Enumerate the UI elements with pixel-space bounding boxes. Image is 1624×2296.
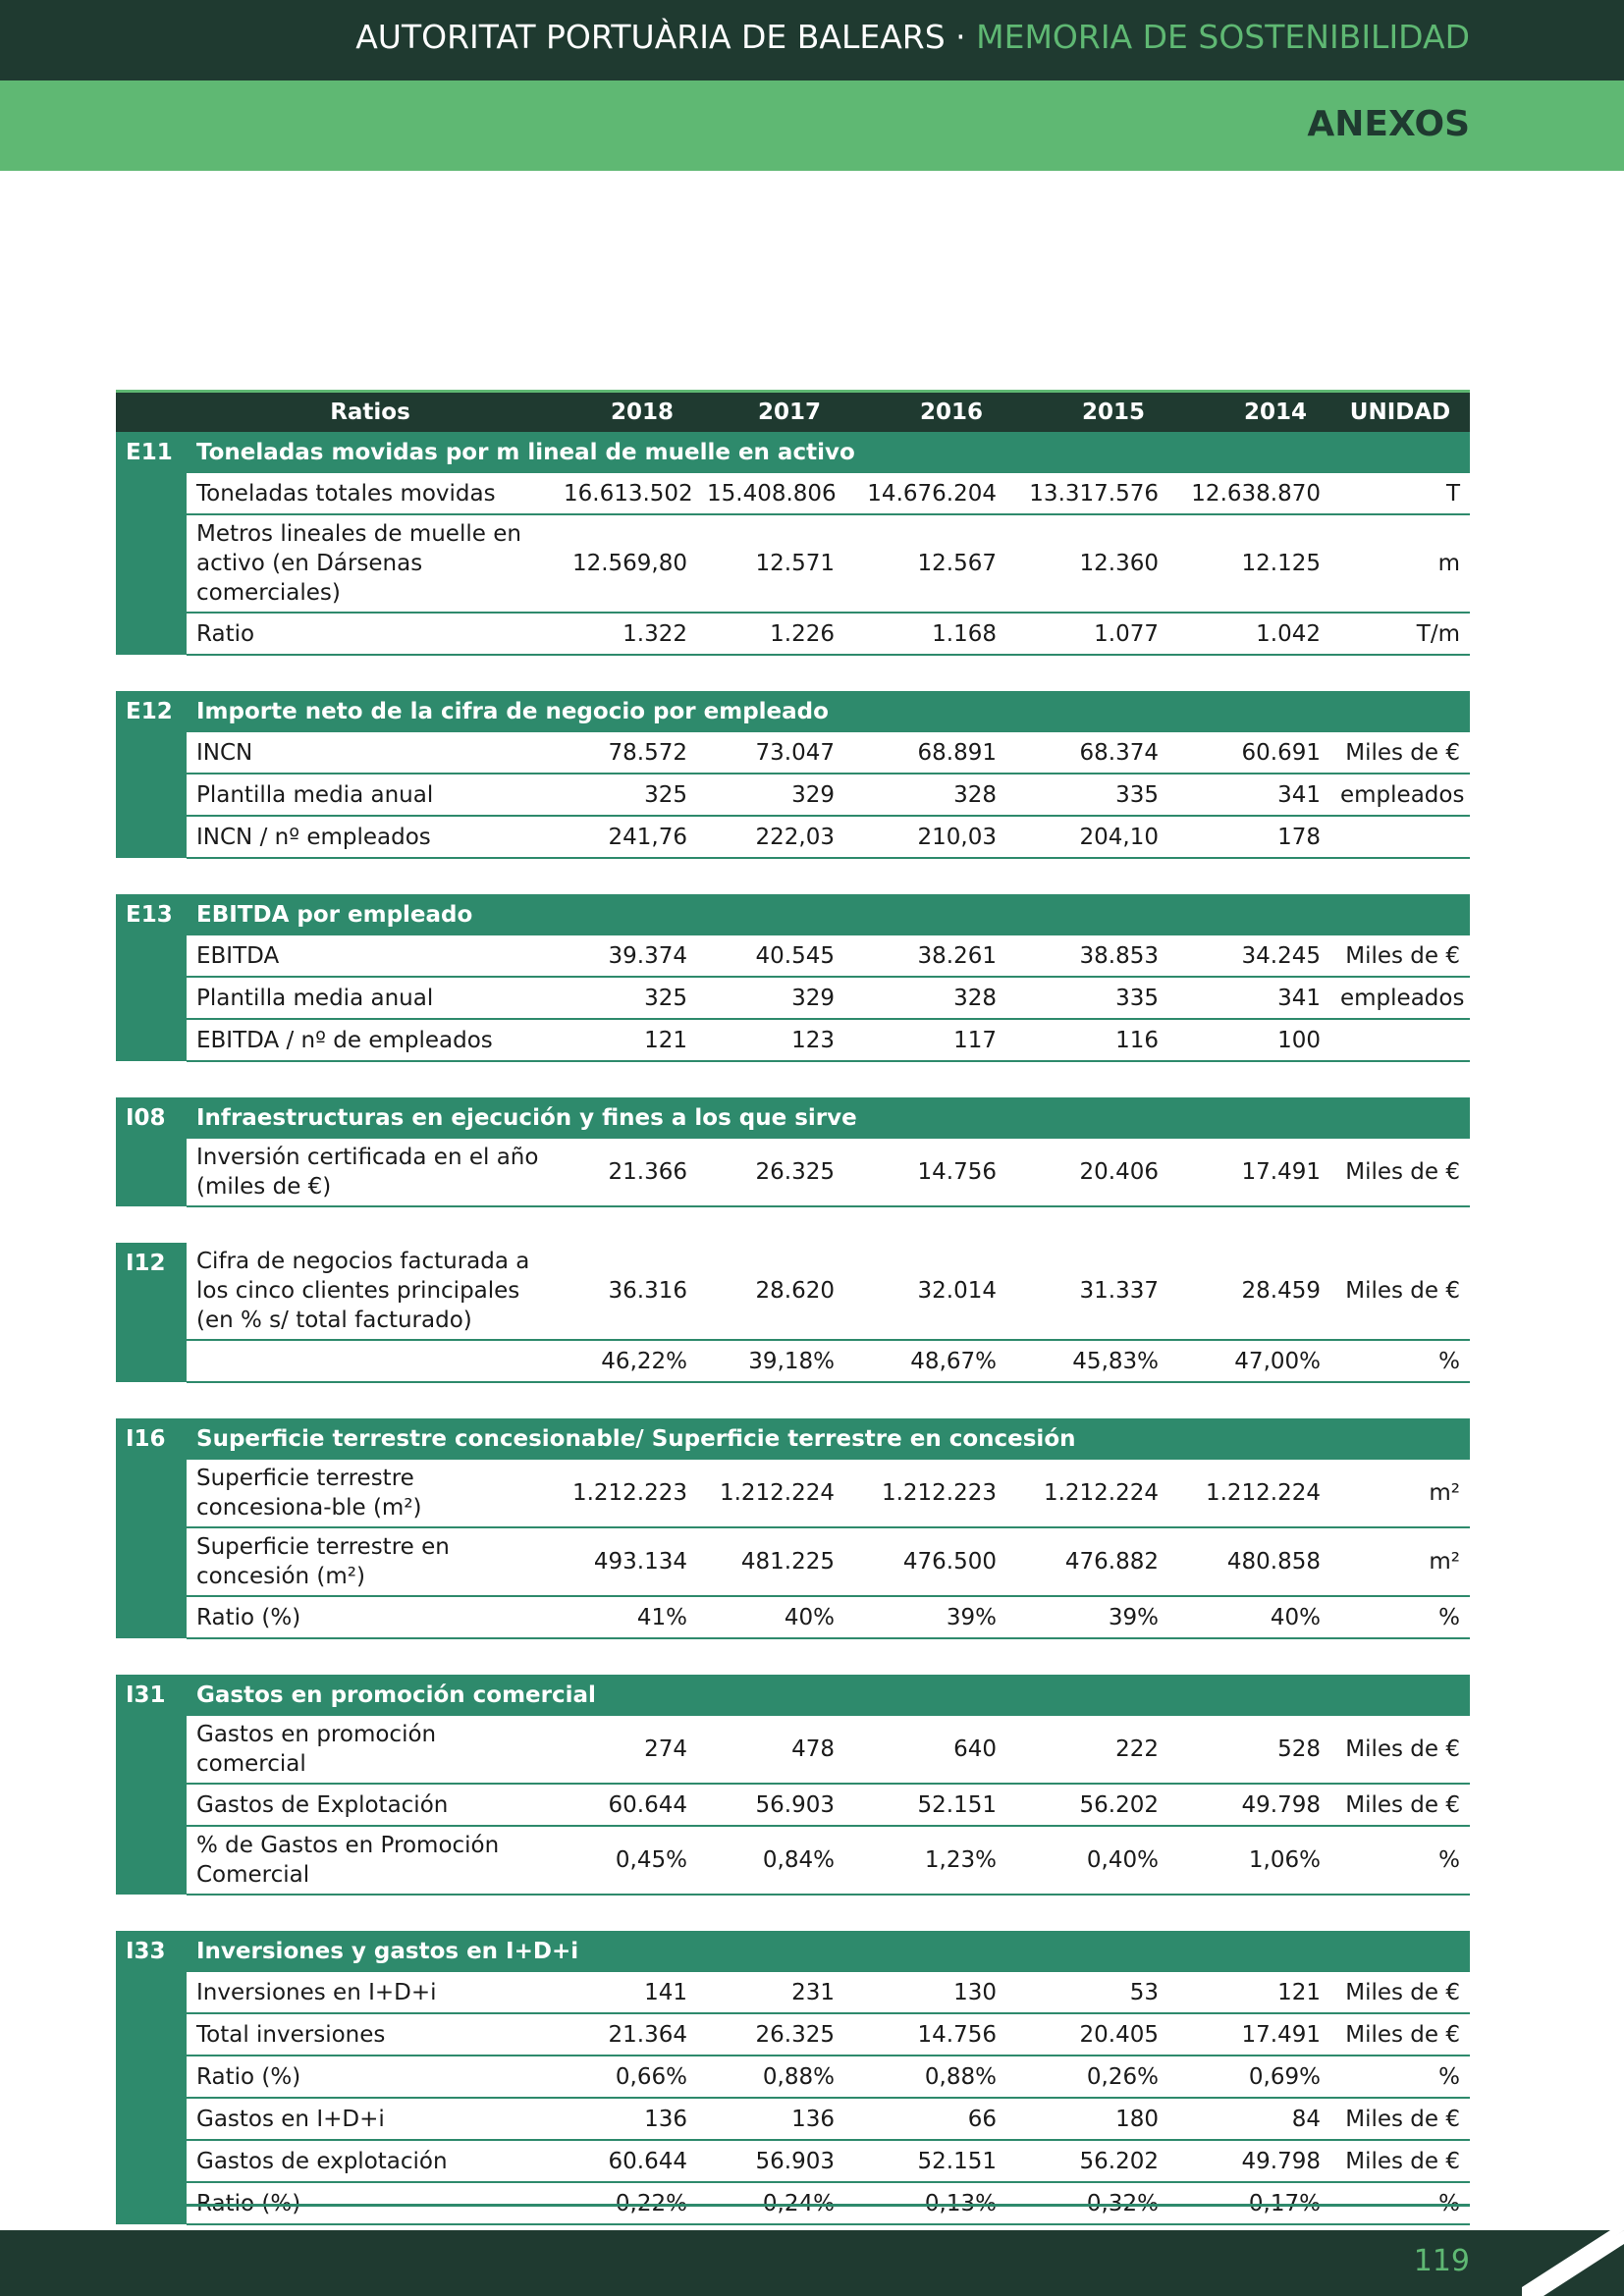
value-2015: 68.374 (1006, 732, 1168, 774)
value-2015: 20.406 (1006, 1139, 1168, 1206)
value-2018: 274 (554, 1716, 697, 1784)
group-code: I33 (116, 1931, 187, 2224)
value-2016: 328 (844, 977, 1006, 1019)
row-unit: Miles de € (1330, 1139, 1470, 1206)
group-spacer (116, 858, 1470, 894)
value-2017: 56.903 (697, 1784, 844, 1826)
value-2016: 39% (844, 1596, 1006, 1638)
header-2018: 2018 (554, 392, 697, 433)
group-title: Toneladas movidas por m lineal de muelle en activo (187, 432, 1470, 473)
document-title-accent: MEMORIA DE SOSTENIBILIDAD (976, 18, 1470, 56)
table-row (116, 1527, 1470, 1596)
value-2014: 341 (1168, 774, 1330, 816)
value-2015: 31.337 (1006, 1243, 1168, 1340)
group-title-row (116, 1675, 1470, 1716)
header-2016: 2016 (844, 392, 1006, 433)
value-2017: 56.903 (697, 2140, 844, 2182)
value-2016: 66 (844, 2098, 1006, 2140)
value-2015: 476.882 (1006, 1527, 1168, 1596)
group-title-row (116, 1931, 1470, 1972)
table-row (116, 514, 1470, 613)
bottom-divider (116, 2204, 1470, 2207)
value-2017: 40.545 (697, 935, 844, 977)
value-2014: 100 (1168, 1019, 1330, 1061)
row-unit: Miles de € (1330, 2098, 1470, 2140)
row-label: Gastos de explotación (187, 2140, 554, 2182)
value-2014: 49.798 (1168, 1784, 1330, 1826)
value-2015: 222 (1006, 1716, 1168, 1784)
value-2015: 56.202 (1006, 2140, 1168, 2182)
value-2017: 26.325 (697, 1139, 844, 1206)
ratios-table (116, 390, 1470, 2225)
value-2018: 325 (554, 977, 697, 1019)
table-row (116, 1243, 1470, 1340)
value-2014: 84 (1168, 2098, 1330, 2140)
value-2017: 123 (697, 1019, 844, 1061)
value-2015: 180 (1006, 2098, 1168, 2140)
value-2014: 17.491 (1168, 2013, 1330, 2056)
value-2017: 329 (697, 774, 844, 816)
spacer-cell (116, 1638, 1470, 1675)
group-spacer (116, 1895, 1470, 1931)
row-unit: T (1330, 473, 1470, 514)
spacer-cell (116, 1382, 1470, 1418)
value-2014: 40% (1168, 1596, 1330, 1638)
value-2015: 12.360 (1006, 514, 1168, 613)
value-2018: 39.374 (554, 935, 697, 977)
table-row (116, 1826, 1470, 1895)
footer-band (0, 2230, 1624, 2296)
value-2016: 32.014 (844, 1243, 1006, 1340)
table-row (116, 935, 1470, 977)
value-2014: 49.798 (1168, 2140, 1330, 2182)
row-unit: % (1330, 2056, 1470, 2098)
table-row (116, 613, 1470, 655)
value-2014: 178 (1168, 816, 1330, 858)
row-unit: m² (1330, 1527, 1470, 1596)
value-2017: 40% (697, 1596, 844, 1638)
value-2014: 0,69% (1168, 2056, 1330, 2098)
table-row (116, 2140, 1470, 2182)
value-2018: 78.572 (554, 732, 697, 774)
row-label: Gastos en I+D+i (187, 2098, 554, 2140)
table-row (116, 1784, 1470, 1826)
value-2018: 325 (554, 774, 697, 816)
value-2015: 335 (1006, 977, 1168, 1019)
value-2016: 14.676.204 (844, 473, 1006, 514)
value-2015: 1.077 (1006, 613, 1168, 655)
value-2015: 38.853 (1006, 935, 1168, 977)
row-label (187, 1340, 554, 1382)
value-2016: 38.261 (844, 935, 1006, 977)
row-unit (1330, 816, 1470, 858)
value-2018: 60.644 (554, 2140, 697, 2182)
row-unit: m (1330, 514, 1470, 613)
value-2014: 47,00% (1168, 1340, 1330, 1382)
group-code: I31 (116, 1675, 187, 1895)
value-2018: 0,45% (554, 1826, 697, 1895)
row-label: Metros lineales de muelle en activo (en Dársenas comerciales) (187, 514, 554, 613)
group-code: E12 (116, 691, 187, 858)
value-2014: 34.245 (1168, 935, 1330, 977)
row-label: INCN / nº empleados (187, 816, 554, 858)
row-label: Plantilla media anual (187, 977, 554, 1019)
value-2017: 222,03 (697, 816, 844, 858)
value-2014: 480.858 (1168, 1527, 1330, 1596)
table-header-row (116, 392, 1470, 433)
value-2014: 12.638.870 (1168, 473, 1330, 514)
group-code: I12 (116, 1243, 187, 1382)
group-title: EBITDA por empleado (187, 894, 1470, 935)
group-title-row (116, 1097, 1470, 1139)
group-code: E13 (116, 894, 187, 1061)
row-unit (1330, 1019, 1470, 1061)
footer-slash-decoration (1522, 2230, 1624, 2296)
value-2018: 1.212.223 (554, 1460, 697, 1527)
value-2018: 41% (554, 1596, 697, 1638)
table-row (116, 1139, 1470, 1206)
spacer-cell (116, 1061, 1470, 1097)
value-2016: 640 (844, 1716, 1006, 1784)
value-2016: 48,67% (844, 1340, 1006, 1382)
row-label: Ratio (187, 613, 554, 655)
value-2016: 52.151 (844, 1784, 1006, 1826)
value-2017: 15.408.806 (697, 473, 844, 514)
row-unit: empleados (1330, 977, 1470, 1019)
value-2014: 528 (1168, 1716, 1330, 1784)
group-code: E11 (116, 432, 187, 655)
value-2016: 328 (844, 774, 1006, 816)
value-2014: 12.125 (1168, 514, 1330, 613)
section-title: ANEXOS (1307, 104, 1470, 144)
value-2017: 12.571 (697, 514, 844, 613)
row-label: Inversión certificada en el año (miles de €) (187, 1139, 554, 1206)
value-2016: 14.756 (844, 2013, 1006, 2056)
value-2017: 136 (697, 2098, 844, 2140)
value-2016: 68.891 (844, 732, 1006, 774)
group-spacer (116, 1382, 1470, 1418)
group-spacer (116, 655, 1470, 691)
row-unit: Miles de € (1330, 1243, 1470, 1340)
value-2018: 21.364 (554, 2013, 697, 2056)
value-2018: 46,22% (554, 1340, 697, 1382)
table-row (116, 2013, 1470, 2056)
value-2014: 1.212.224 (1168, 1460, 1330, 1527)
value-2018: 21.366 (554, 1139, 697, 1206)
value-2015: 116 (1006, 1019, 1168, 1061)
row-label: Superficie terrestre en concesión (m²) (187, 1527, 554, 1596)
value-2017: 26.325 (697, 2013, 844, 2056)
group-title-row (116, 432, 1470, 473)
value-2015: 39% (1006, 1596, 1168, 1638)
value-2014: 60.691 (1168, 732, 1330, 774)
value-2017: 0,84% (697, 1826, 844, 1895)
row-label: EBITDA (187, 935, 554, 977)
table-row (116, 1340, 1470, 1382)
row-label: Total inversiones (187, 2013, 554, 2056)
value-2017: 73.047 (697, 732, 844, 774)
table-row (116, 977, 1470, 1019)
row-unit: % (1330, 1826, 1470, 1895)
value-2017: 28.620 (697, 1243, 844, 1340)
value-2016: 130 (844, 1972, 1006, 2013)
header-ratios: Ratios (187, 392, 554, 433)
row-unit: T/m (1330, 613, 1470, 655)
row-unit: Miles de € (1330, 732, 1470, 774)
row-unit: empleados (1330, 774, 1470, 816)
value-2018: 12.569,80 (554, 514, 697, 613)
header-2014: 2014 (1168, 392, 1330, 433)
row-unit: Miles de € (1330, 1972, 1470, 2013)
header-2017: 2017 (697, 392, 844, 433)
value-2017: 0,88% (697, 2056, 844, 2098)
table-row (116, 816, 1470, 858)
value-2015: 53 (1006, 1972, 1168, 2013)
value-2016: 476.500 (844, 1527, 1006, 1596)
value-2016: 14.756 (844, 1139, 1006, 1206)
value-2018: 141 (554, 1972, 697, 2013)
value-2016: 1.212.223 (844, 1460, 1006, 1527)
row-label: Inversiones en I+D+i (187, 1972, 554, 2013)
group-title: Importe neto de la cifra de negocio por empleado (187, 691, 1470, 732)
value-2016: 117 (844, 1019, 1006, 1061)
spacer-cell (116, 1895, 1470, 1931)
group-code: I08 (116, 1097, 187, 1206)
group-spacer (116, 1638, 1470, 1675)
row-unit: Miles de € (1330, 1784, 1470, 1826)
table-row (116, 774, 1470, 816)
value-2017: 231 (697, 1972, 844, 2013)
value-2017: 478 (697, 1716, 844, 1784)
value-2015: 13.317.576 (1006, 473, 1168, 514)
value-2018: 1.322 (554, 613, 697, 655)
value-2018: 493.134 (554, 1527, 697, 1596)
table-row (116, 732, 1470, 774)
value-2017: 481.225 (697, 1527, 844, 1596)
group-title-row (116, 691, 1470, 732)
value-2018: 60.644 (554, 1784, 697, 1826)
group-title-row (116, 1418, 1470, 1460)
page-number: 119 (1413, 2244, 1470, 2278)
value-2018: 16.613.502 (554, 473, 697, 514)
value-2014: 28.459 (1168, 1243, 1330, 1340)
row-unit: m² (1330, 1460, 1470, 1527)
value-2014: 1.042 (1168, 613, 1330, 655)
row-label: Cifra de negocios facturada a los cinco clientes principales (en % s/ total facturado) (187, 1243, 554, 1340)
group-title: Superficie terrestre concesionable/ Superficie terrestre en concesión (187, 1418, 1470, 1460)
table-row (116, 1596, 1470, 1638)
value-2018: 136 (554, 2098, 697, 2140)
group-spacer (116, 1061, 1470, 1097)
table-row (116, 1460, 1470, 1527)
spacer-cell (116, 858, 1470, 894)
value-2016: 1,23% (844, 1826, 1006, 1895)
header-unidad: UNIDAD (1330, 392, 1470, 433)
value-2017: 1.212.224 (697, 1460, 844, 1527)
value-2015: 56.202 (1006, 1784, 1168, 1826)
value-2017: 39,18% (697, 1340, 844, 1382)
value-2018: 241,76 (554, 816, 697, 858)
group-title: Infraestructuras en ejecución y fines a los que sirve (187, 1097, 1470, 1139)
spacer-cell (116, 1206, 1470, 1243)
row-label: % de Gastos en Promoción Comercial (187, 1826, 554, 1895)
document-title (355, 18, 1470, 56)
value-2017: 329 (697, 977, 844, 1019)
value-2016: 52.151 (844, 2140, 1006, 2182)
row-label: Ratio (%) (187, 2056, 554, 2098)
table-row (116, 2098, 1470, 2140)
value-2015: 45,83% (1006, 1340, 1168, 1382)
value-2015: 20.405 (1006, 2013, 1168, 2056)
value-2017: 1.226 (697, 613, 844, 655)
row-label: EBITDA / nº de empleados (187, 1019, 554, 1061)
value-2016: 210,03 (844, 816, 1006, 858)
value-2015: 0,26% (1006, 2056, 1168, 2098)
group-title: Gastos en promoción comercial (187, 1675, 1470, 1716)
row-unit: Miles de € (1330, 2013, 1470, 2056)
row-label: Toneladas totales movidas (187, 473, 554, 514)
table-row (116, 1716, 1470, 1784)
value-2014: 1,06% (1168, 1826, 1330, 1895)
table-row (116, 1972, 1470, 2013)
table-row (116, 473, 1470, 514)
group-spacer (116, 1206, 1470, 1243)
row-unit: % (1330, 1596, 1470, 1638)
value-2015: 204,10 (1006, 816, 1168, 858)
value-2016: 12.567 (844, 514, 1006, 613)
header-spacer (116, 392, 187, 433)
value-2018: 121 (554, 1019, 697, 1061)
table-body (116, 432, 1470, 2224)
document-title-main: AUTORITAT PORTUÀRIA DE BALEARS · (355, 18, 977, 56)
row-unit: Miles de € (1330, 2140, 1470, 2182)
value-2014: 341 (1168, 977, 1330, 1019)
group-title: Inversiones y gastos en I+D+i (187, 1931, 1470, 1972)
spacer-cell (116, 655, 1470, 691)
value-2018: 36.316 (554, 1243, 697, 1340)
row-label: Gastos de Explotación (187, 1784, 554, 1826)
value-2015: 0,40% (1006, 1826, 1168, 1895)
value-2015: 1.212.224 (1006, 1460, 1168, 1527)
group-code: I16 (116, 1418, 187, 1638)
row-label: Ratio (%) (187, 1596, 554, 1638)
value-2016: 1.168 (844, 613, 1006, 655)
row-label: INCN (187, 732, 554, 774)
row-label: Superficie terrestre concesiona-ble (m²) (187, 1460, 554, 1527)
row-unit: % (1330, 1340, 1470, 1382)
value-2014: 17.491 (1168, 1139, 1330, 1206)
table-row (116, 2056, 1470, 2098)
table-row (116, 1019, 1470, 1061)
row-label: Plantilla media anual (187, 774, 554, 816)
value-2014: 121 (1168, 1972, 1330, 2013)
value-2016: 0,88% (844, 2056, 1006, 2098)
row-unit: Miles de € (1330, 935, 1470, 977)
value-2015: 335 (1006, 774, 1168, 816)
header-2015: 2015 (1006, 392, 1168, 433)
group-title-row (116, 894, 1470, 935)
row-unit: Miles de € (1330, 1716, 1470, 1784)
row-label: Gastos en promoción comercial (187, 1716, 554, 1784)
value-2018: 0,66% (554, 2056, 697, 2098)
